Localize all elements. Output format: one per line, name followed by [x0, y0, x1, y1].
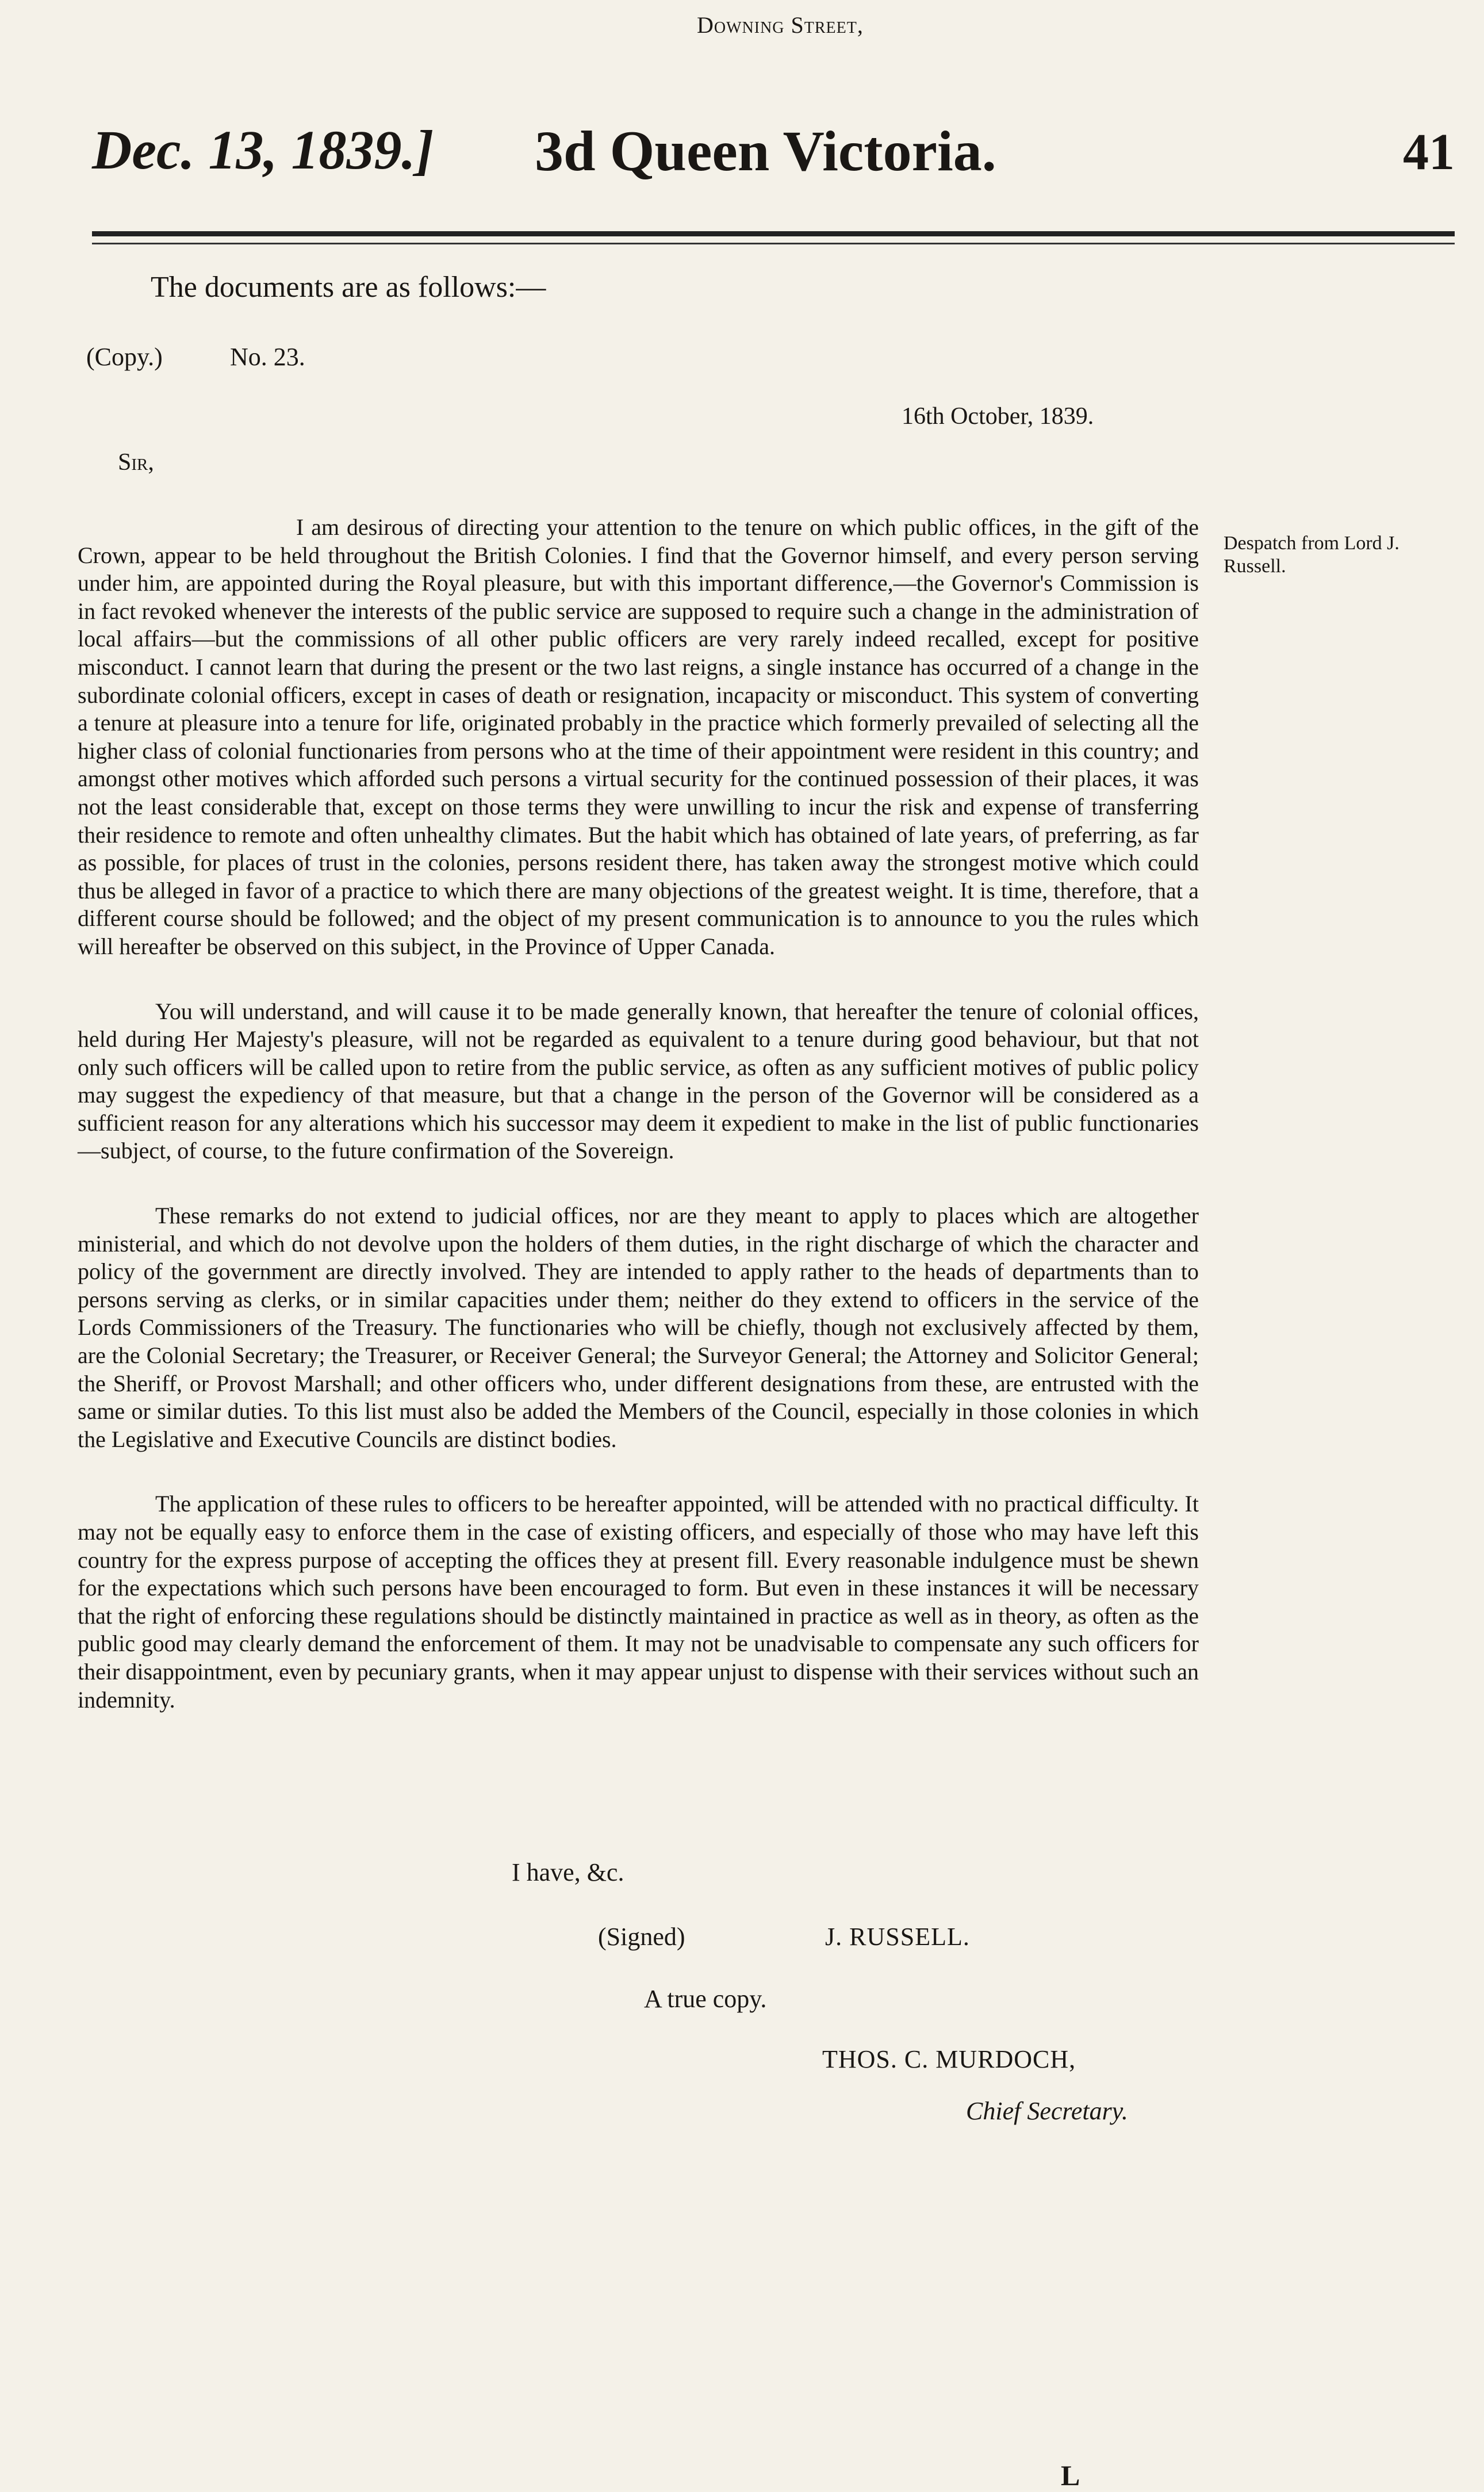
closing-have: I have, &c. — [512, 1858, 624, 1886]
header-reign: 3d Queen Victoria. — [535, 119, 996, 183]
page-header — [92, 118, 1455, 204]
letter-number: No. 23. — [230, 343, 305, 371]
copy-label: (Copy.) — [86, 343, 163, 371]
page-number: 41 — [1403, 124, 1455, 181]
attester-title: Chief Secretary. — [966, 2097, 1128, 2125]
letter-place: Downing Street, — [697, 12, 864, 38]
signer-name: J. RUSSELL. — [825, 1923, 970, 1951]
closing-signed: (Signed) — [598, 1923, 685, 1951]
header-rule-thick — [92, 231, 1455, 236]
true-copy: A true copy. — [644, 1985, 767, 2013]
letter-date: 16th October, 1839. — [902, 403, 1094, 430]
header-date: Dec. 13, 1839.] — [92, 119, 434, 181]
attester-name: THOS. C. MURDOCH, — [822, 2045, 1076, 2073]
header-rule-thin — [92, 243, 1455, 244]
paragraph: I am desirous of directing your attention to the tenure on which public offices, in the gift of the Crown, appear to be held throughout the British Colonies. I find that the Governor himself, and every person serving under him, are appointed during the Royal pleasure, but with this important difference,—the Governor's Commission is in fact revoked whenever the interests of the public service are supposed to require such a change in the administration of local affairs—but the commissions of all other public officers are very rarely indeed recalled, except for positive misconduct. I cannot learn that during the present or the two last reigns, a single instance has occurred of a change in the subordinate colonial officers, except in cases of death or resignation, incapacity or misconduct. This system of converting a tenure at pleasure into a tenure for life, originated probably in the practice which formerly prevailed of selecting all the higher class of colonial functionaries from persons who at the time of their appointment were resident in this country; and amongst other motives which afforded such persons a virtual security for the continued possession of their places, it was not the least considerable that, except on those terms they were unwilling to incur the risk and expense of transferring their residence to remote and often unhealthy climates. But the habit which has obtained of late years, of preferring, as far as possible, for places of trust in the colonies, persons resident there, has taken away the strongest motive which could thus be alleged in favor of a practice to which there are many objections of the greatest weight. It is time, therefore, that a different course should be followed; and the object of my present communication is to announce to you the rules which will hereafter be observed on this subject, in the Province of Upper Canada. — [78, 514, 1199, 959]
paragraph: You will understand, and will cause it to be made generally known, that hereafter the tenure of colonial offices, held during Her Majesty's pleasure, will not be regarded as equivalent to a tenure during good behaviour, but that not only such officers will be called upon to retire from the public service, as often as any sufficient motives of public policy may suggest the expediency of that measure, but that a change in the person of the Governor will be considered as a sufficient reason for any alterations which his successor may deem it expedient to make in the list of public functionaries —subject, of course, to the future confirmation of the Sovereign. — [78, 998, 1199, 1164]
letter-heading — [86, 342, 1064, 377]
paragraph: The application of these rules to officers to be hereafter appointed, will be attended with no practical difficulty. It may not be equally easy to enforce them in the case of existing officers, and especially of those who may have left this country for the express purpose of accepting the offices they at present fill. Every reasonable indulgence must be shewn for the expectations which such persons have been encouraged to form. But even in these instances it will be necessary that the right of enforcing these regulations should be distinctly maintained in practice as well as in theory, as often as the public good may clearly demand the enforcement of them. It may not be unadvisable to compensate any such officers for their disappointment, even by pecuniary grants, when it may appear unjust to dispense with their services without such an indemnity. — [78, 1491, 1199, 1713]
paragraph: These remarks do not extend to judicial offices, nor are they meant to apply to places which are altogether ministerial, and which do not devolve upon the holders of them duties, in the right discharge of which the character and policy of the government are directly involved. They are intended to apply rather to the heads of departments than to persons serving as clerks, or in similar capacities under them; neither do they extend to officers in the service of the Lords Commissioners of the Treasury. The functionaries who will be chiefly, though not exclusively affected by them, are the Colonial Secretary; the Treasurer, or Receiver General; the Surveyor General; the Attorney and Solicitor General; the Sheriff, or Provost Marshall; and other officers who, under different designations from these, are entrusted with the same or similar duties. To this list must also be added the Members of the Council, especially in those colonies in which the Legislative and Executive Councils are distinct bodies. — [78, 1203, 1199, 1452]
intro-line: The documents are as follows:— — [151, 271, 546, 304]
letter-body — [78, 514, 1199, 1751]
margin-note: Despatch from Lord J. Russell. — [1224, 533, 1399, 577]
salutation: Sir, — [118, 449, 154, 476]
signature-mark: L — [1061, 2459, 1080, 2491]
